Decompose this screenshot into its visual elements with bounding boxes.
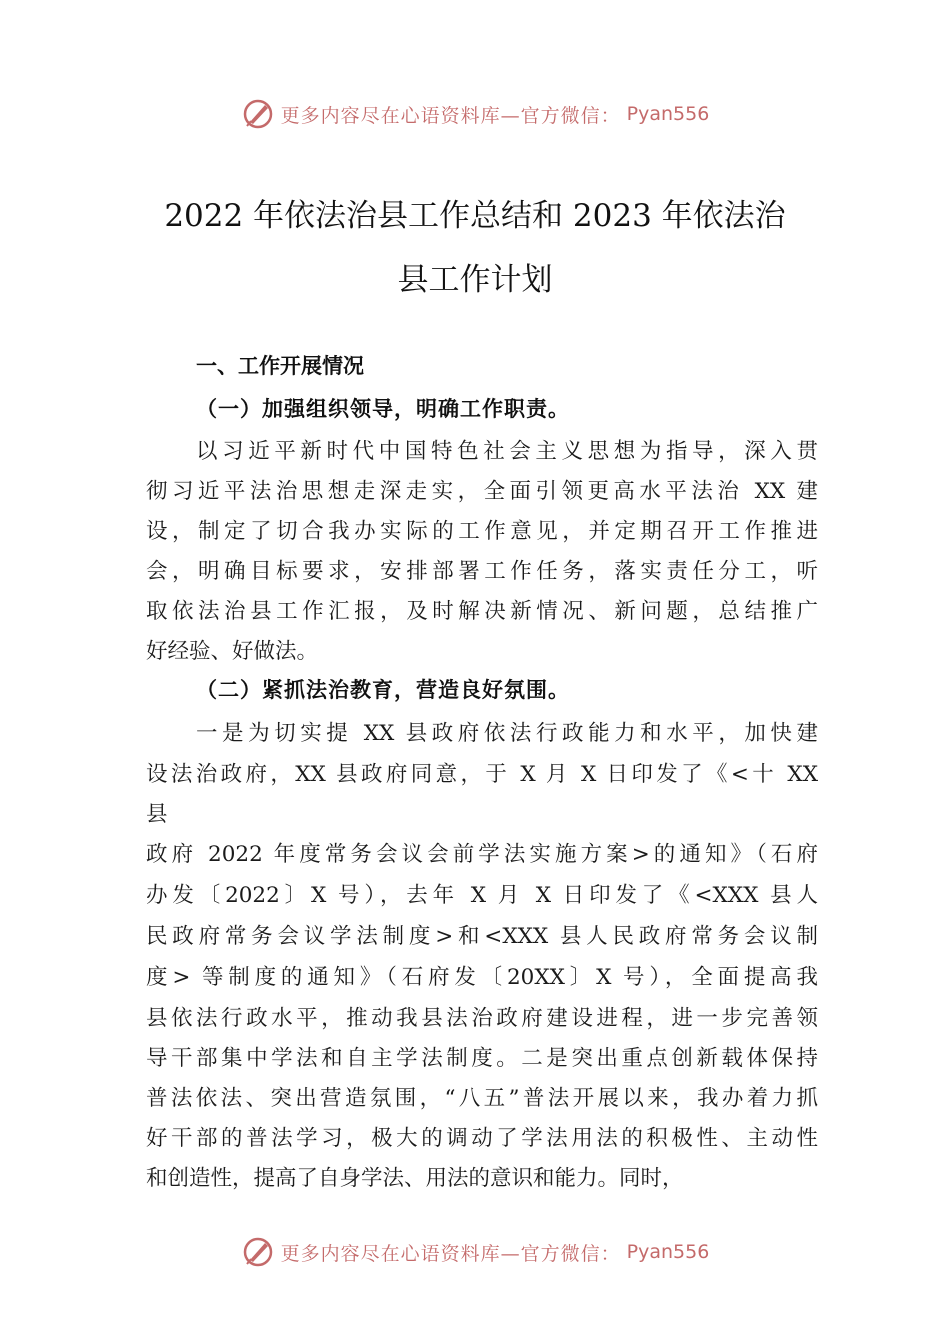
paragraph-line: 彻习近平法治思想走深走实，全面引领更高水平法治 XX 建 <box>146 479 818 504</box>
section-heading: 一、工作开展情况 <box>196 354 364 378</box>
paragraph-line: 好干部的普法学习，极大的调动了学法用法的积极性、主动性 <box>146 1126 818 1151</box>
paragraph-line: 导干部集中学法和自主学法制度。二是突出重点创新载体保持 <box>146 1046 818 1071</box>
paragraph-line: 政府 2022 年度常务会议会前学法实施方案>的通知》（石府 <box>146 842 818 867</box>
watermark-wechat-id: Pyan556 <box>626 103 710 125</box>
watermark-banner-top <box>0 94 950 134</box>
paragraph-line: 县依法行政水平，推动我县法治政府建设进程，进一步完善领 <box>146 1006 818 1031</box>
subsection-heading-2: （二）紧抓法治教育，营造良好氛围。 <box>196 677 570 702</box>
subsection-heading-1: （一）加强组织领导，明确工作职责。 <box>196 396 570 421</box>
paragraph-line: 民政府常务会议学法制度>和<XXX 县人民政府常务会议制 <box>146 924 818 949</box>
paragraph-line: 度> 等制度的通知》（石府发〔20XX〕X 号），全面提高我 <box>146 965 818 990</box>
paragraph-line: 取依法治县工作汇报，及时解决新情况、新问题，总结推广 <box>146 599 818 624</box>
watermark-text: 更多内容尽在心语资料库—官方微信： <box>280 104 621 127</box>
document-title-line-2: 县工作计划 <box>397 262 553 298</box>
paragraph-line: 设法治政府，XX 县政府同意，于 X 月 X 日印发了《<十 XX <box>146 762 818 787</box>
pen-logo-icon <box>241 1235 275 1269</box>
paragraph-line: 办发〔2022〕X 号），去年 X 月 X 日印发了《<XXX 县人 <box>146 883 818 908</box>
paragraph-line: 一是为切实提 XX 县政府依法行政能力和水平，加快建 <box>196 721 818 746</box>
watermark-banner-bottom <box>0 1232 950 1272</box>
document-title-line-1: 2022 年依法治县工作总结和 2023 年依法治 <box>164 198 786 234</box>
paragraph-line: 和创造性，提高了自身学法、用法的意识和能力。同时， <box>146 1166 684 1191</box>
watermark-text: 更多内容尽在心语资料库—官方微信： <box>280 1242 621 1265</box>
paragraph-line: 会，明确目标要求，安排部署工作任务，落实责任分工，听 <box>146 559 818 584</box>
paragraph-line: 普法依法、突出营造氛围，“八五”普法开展以来，我办着力抓 <box>146 1086 818 1111</box>
paragraph-line: 县 <box>146 802 168 827</box>
watermark-wechat-id: Pyan556 <box>626 1241 710 1263</box>
paragraph-line: 以习近平新时代中国特色社会主义思想为指导，深入贯 <box>196 439 818 464</box>
paragraph-line: 好经验、好做法。 <box>146 639 319 664</box>
paragraph-line: 设，制定了切合我办实际的工作意见，并定期召开工作推进 <box>146 519 818 544</box>
pen-logo-icon <box>241 97 275 131</box>
